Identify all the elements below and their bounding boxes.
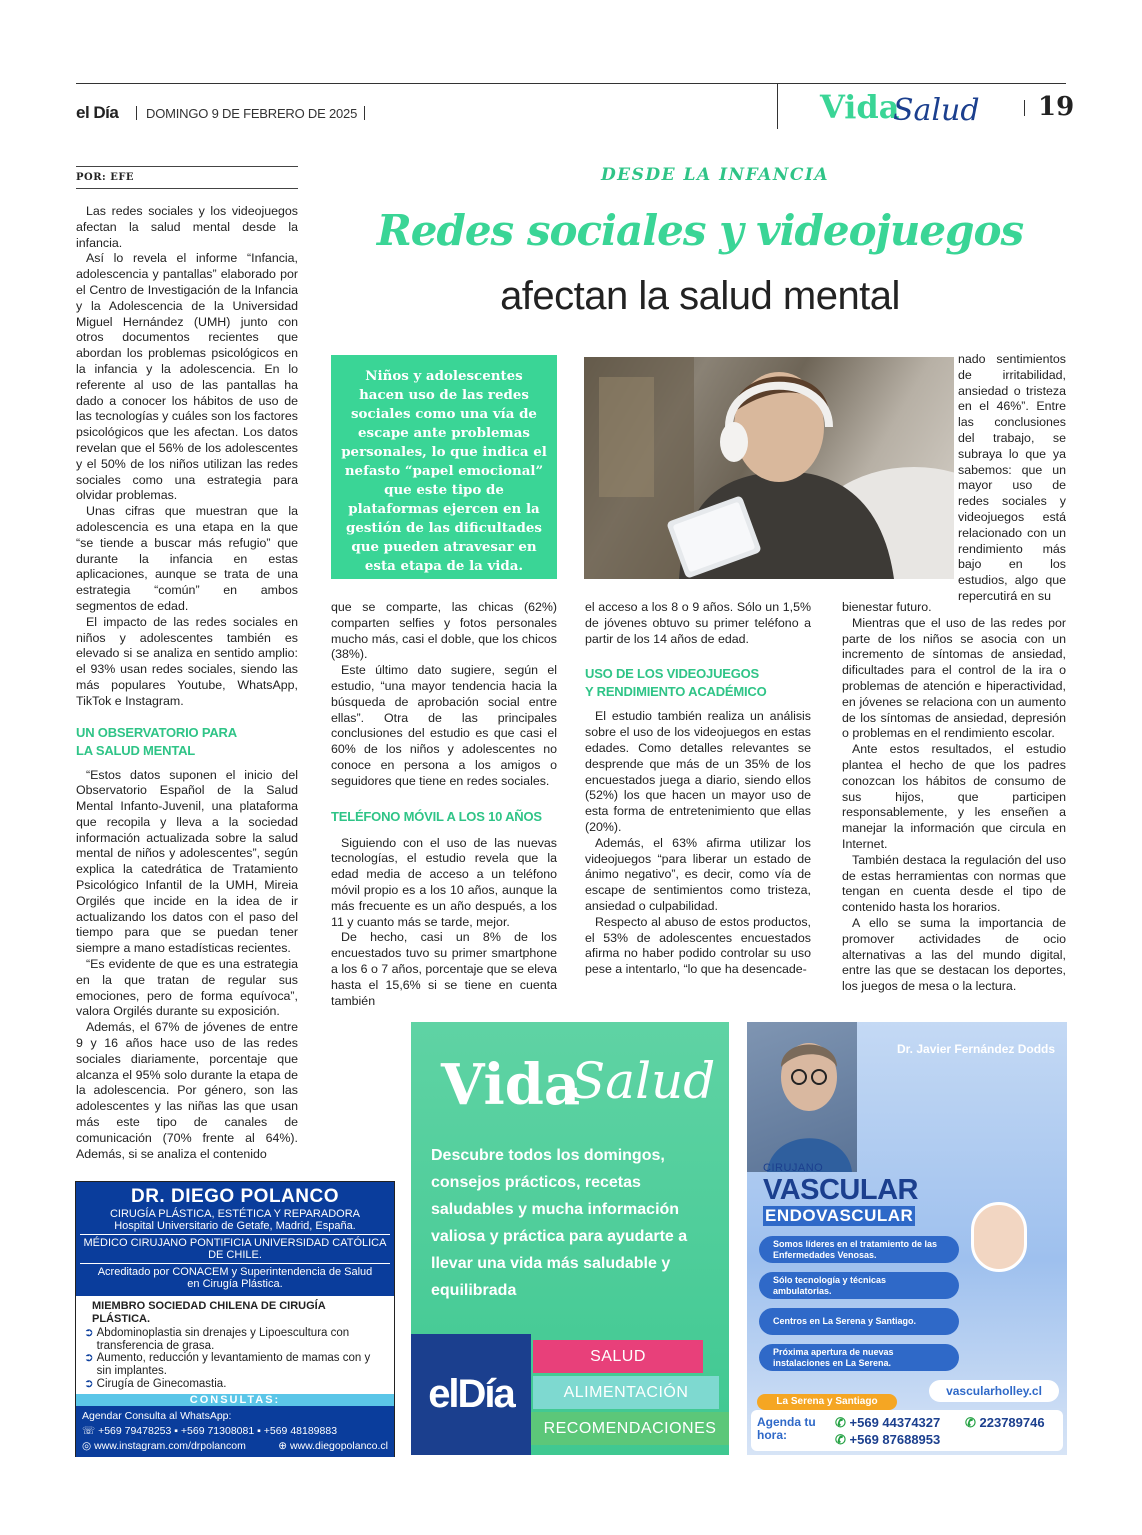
eldia-logo: elDía [411, 1334, 531, 1455]
header-separator [136, 106, 137, 120]
subhead [585, 665, 811, 701]
issue-date: DOMINGO 9 DE FEBRERO DE 2025 [146, 106, 358, 121]
arrow-icon: ➲ [84, 1377, 94, 1390]
ad-line: CIRUGÍA PLÁSTICA, ESTÉTICA Y REPARADORA [109, 1208, 360, 1220]
vascular-website[interactable]: vascularholley.cl [929, 1380, 1059, 1402]
member-line: MIEMBRO SOCIEDAD CHILENA DE CIRUGÍA PLÁSTICA. [92, 1300, 326, 1325]
phones [82, 1424, 388, 1439]
phone-text: 223789746 [979, 1415, 1045, 1430]
ad-line: en Cirugía Plástica. [187, 1278, 283, 1290]
website-text: www.diegopolanco.cl [289, 1440, 388, 1453]
arrow-icon: ➲ [84, 1352, 94, 1365]
info-pill: Sólo tecnología y técnicas ambulatorias. [759, 1272, 959, 1299]
ad-polanco-contact [76, 1406, 394, 1457]
globe-icon: ⊕ [278, 1440, 290, 1453]
whatsapp-icon: ✆ [835, 1432, 850, 1447]
ad-vascular [747, 1022, 1067, 1455]
list-item-text: Cirugía de Ginecomastia. [96, 1377, 227, 1390]
paragraph: Unas cifras que muestran que la adolescencia es una etapa en la que “se tiende a buscar más refugio” que durante la infancia en estas aplicaciones, aunque se trata de una estrategia “común” en ambos segmentos de edad. [76, 504, 298, 613]
whatsapp-icon: ☏ [82, 1425, 99, 1438]
vascular-label: VASCULAR [763, 1174, 918, 1206]
byline-rule [76, 166, 298, 167]
section-salud: Salud [893, 93, 980, 128]
doctor-name: Dr. Javier Fernández Dodds [897, 1042, 1056, 1056]
ad-vida: Vida [441, 1052, 581, 1118]
paragraph: A ello se suma la importancia de promover actividades de ocio alternativas a las del mundo digital, entre las que se destacan los deportes, los juegos de mesa o la lectura. [842, 915, 1066, 994]
article-column-1 [76, 204, 298, 1162]
paragraph: De hecho, casi un 8% de los encuestados tuvo su primer smartphone a los 6 o 7 años, porcentaje que se eleva hasta el 15,6% si se tiene en cuenta también [331, 930, 557, 1008]
endovascular-label: ENDOVASCULAR [765, 1206, 914, 1225]
info-pill: Somos líderes en el tratamiento de las Enfermedades Venosas. [759, 1236, 959, 1263]
newspaper-brand: el Día [76, 103, 119, 122]
ad-polanco-header [76, 1182, 394, 1296]
subhead-line: USO DE LOS VIDEOJUEGOS [585, 666, 760, 682]
phone-numbers: +569 79478253 ▪ +569 71308081 ▪ +569 48189883 [98, 1425, 338, 1438]
paragraph: el acceso a los 8 o 9 años. Sólo un 1,5% de jóvenes obtuvo su primer teléfono a partir de los 14 años de edad. [585, 600, 811, 646]
paragraph: También destaca la regulación del uso de estas herramientas con normas que tengan en cuenta desde el tipo de contenido hasta los horarios. [842, 852, 1066, 915]
whatsapp-label: Agendar Consulta al WhatsApp: [82, 1410, 232, 1423]
list-item-text: Abdominoplastia sin drenajes y Lipoescultura con transferencia de grasa. [96, 1327, 350, 1352]
doctor-name: DR. DIEGO POLANCO [130, 1186, 339, 1207]
doctor-photo [747, 1022, 857, 1172]
instagram-icon: ◎ [82, 1440, 95, 1453]
paragraph: bienestar futuro. [842, 600, 932, 614]
cities-badge: La Serena y Santiago [757, 1394, 897, 1410]
header-divider [777, 84, 778, 129]
info-pill: Centros en La Serena y Santiago. [759, 1308, 959, 1335]
ad-polanco-services [76, 1296, 394, 1394]
consultas-bar: CONSULTAS: [76, 1394, 394, 1406]
ad-salud: Salud [571, 1052, 716, 1110]
phone-text: +569 44374327 [849, 1415, 941, 1430]
website-link[interactable] [278, 1439, 388, 1454]
list-item-text: Aumento, reducción y levantamiento de mamas con y sin implantes. [96, 1352, 371, 1377]
paragraph: “Es evidente de que es una estrategia en la que tratan de regular sus emociones, pero de forma equívoca”, valora Orgilés durante su exposición. [76, 957, 298, 1019]
page-number: 19 [1038, 92, 1075, 122]
paragraph: que se comparte, las chicas (62%) comparten selfies y fotos personales mucho más, casi el doble, que los chicos (38%). [331, 600, 557, 662]
article-column-2 [331, 600, 557, 1009]
header-separator [364, 106, 365, 120]
paragraph: El impacto de las redes sociales en niños y adolescentes también es elevado si se analiza en sentido amplio: el 93% usan redes sociales, siendo las más populares Youtube, WhatsApp, TikTok e Instagram. [76, 614, 298, 708]
paragraph: El estudio también realiza un análisis sobre el uso de los videojuegos en estas edades. Como detalles relevantes se desprende que más de un 35% de los encuestados juega a diario, siendo ellos (52%) los que hacen un mayor uso de esta forma de entretenimiento que ellas (20%). [585, 709, 811, 834]
paragraph: Además, el 63% afirma utilizar los videojuegos “para liberar un estado de ánimo negativo”, es decir, como vía de escape de sentimientos como tristeza, ansiedad o culpabilidad. [585, 835, 811, 913]
agenda-label: Agenda tu hora: [757, 1415, 816, 1442]
byline-rule [76, 188, 298, 189]
list-item [84, 1352, 386, 1377]
cirujano-label: CIRUJANO [763, 1162, 824, 1174]
article-title: Redes sociales y videojuegos [376, 206, 1024, 255]
pull-quote: Niños y adolescentes hacen uso de las redes sociales como una vía de escape ante problemas personales, lo que indica el nefasto “papel emocional” que este tipo de plataformas ejercen en la gestión de las dificultades que pueden atravesar en esta etapa de la vida. [331, 355, 557, 579]
article-column-4-top [958, 352, 1066, 605]
paragraph: Ante estos resultados, el estudio plantea el hecho de que los padres conozcan los hábitos de consumo de sus hijos, que participen responsablemente, y les enseñen a manejar la información que circula en Internet. [842, 742, 1066, 851]
teen-headphones-illustration [584, 357, 954, 579]
doctor-portrait-icon [747, 1022, 857, 1172]
phone-icon: ✆ [965, 1415, 980, 1430]
ad-line: Acreditado por CONACEM y Superintendencia de Salud [80, 1263, 390, 1278]
list-item [84, 1327, 386, 1352]
article-kicker: DESDE LA INFANCIA [600, 165, 830, 185]
subhead [76, 724, 298, 760]
tag-salud: SALUD [533, 1340, 703, 1373]
subhead: TELÉFONO MÓVIL A LOS 10 AÑOS [331, 808, 542, 824]
ad-line: MÉDICO CIRUJANO PONTIFICIA UNIVERSIDAD CATÓLICA DE CHILE. [80, 1234, 390, 1261]
phone-text: +569 87688953 [849, 1432, 941, 1447]
phone-1[interactable] [835, 1415, 940, 1431]
ad-vidasalud-text: Descubre todos los domingos, consejos prácticos, recetas saludables y mucha información valiosa y práctica para ayudarte a llevar una vida más saludable y equilibrada [431, 1147, 688, 1299]
header-rule [76, 83, 1066, 84]
paragraph: Este último dato sugiere, según el estudio, “una mayor tendencia hacia la búsqueda de aprobación social entre ellas”. Otra de las principales conclusiones del estudio es que casi el 60% de los niños y adolescentes no conoce en persona a los amigos o seguidores que tiene en redes sociales. [331, 663, 557, 788]
tag-recomendaciones: RECOMENDACIONES [531, 1412, 729, 1445]
subhead-line: LA SALUD MENTAL [76, 742, 196, 758]
header-separator [1024, 100, 1025, 116]
paragraph: Además, el 67% de jóvenes de entre 9 y 16 años hace uso de las redes sociales diariamente, porcentaje que alcanza el 95% solo durante la etapa de la adolescencia. Por género, son las adolescentes y las niñas las que usan más este tipo de canales de comunicación (70% frente al 64%). Además, si se analiza el contenido [76, 1020, 298, 1161]
instagram-link[interactable] [82, 1439, 246, 1454]
list-item [84, 1378, 386, 1391]
paragraph: Así lo revela el informe “Infancia, adolescencia y pantallas” elaborado por el Centro de Investigación de la Infancia y la Adolescencia de la Universidad Miguel Hernández (UMH) junto con otros documentos recientes que abordan los problemas psicológicos en la infancia y la adolescencia. En lo referente al uso de las pantallas ha dado a conocer los hábitos de uso de las tecnologías y cuáles son los factores psicológicos que les afectan. Los datos revelan que el 56% de los adolescentes y el 50% de los niños utilizan las redes sociales como una estrategia para olvidar problemas. [76, 251, 298, 503]
paragraph: Mientras que el uso de las redes por parte de los niños se asocia con un incremento de síntomas de ansiedad, dificultades para el control de la ira o problemas de atención e hiperactividad, en jóvenes se relaciona con un aumento de los síntomas de ansiedad, depresión o problemas en el rendimiento escolar. [842, 615, 1066, 741]
byline: POR: EFE [76, 172, 135, 183]
ad-line: Hospital Universitario de Getafe, Madrid, España. [114, 1220, 356, 1232]
paragraph: Siguiendo con el uso de las nuevas tecnologías, el estudio revela que la edad media de acceso a un teléfono móvil propio es a los 10 años, aunque la más frecuente es un año después, a los 11 y cuanto más se tarde, mejor. [331, 835, 557, 929]
article-photo [584, 357, 954, 579]
tag-alimentacion: ALIMENTACIÓN [533, 1376, 719, 1409]
ad-polanco [75, 1181, 395, 1457]
article-subtitle: afectan la salud mental [500, 274, 900, 318]
arrow-icon: ➲ [84, 1327, 94, 1340]
paragraph: “Estos datos suponen el inicio del Observatorio Español de la Salud Mental Infanto-Juvenil, una plataforma que recopila y lleva a la sociedad información actualizada sobre la salud mental de niños y adolescentes”, según explica la catedrática de Tratamiento Psicológico Infantil de la UMH, Mireia Orgilés que incide en la idea de ir actualizando los datos con el paso del tiempo para que se puedan tener siempre a mano estadísticas recientes. [76, 767, 298, 956]
article-column-3 [585, 600, 811, 978]
subhead-line: Y RENDIMIENTO ACADÉMICO [585, 684, 767, 700]
paragraph: Respecto al abuso de estos productos, el 53% de adolescentes encuestados afirma no haber podido controlar su uso pese a intentarlo, “lo que ha desencade- [585, 914, 811, 977]
article-column-4 [842, 600, 1066, 995]
ad-vidasalud [411, 1022, 729, 1455]
paragraph: Las redes sociales y los videojuegos afectan la salud mental desde la infancia. [76, 204, 298, 250]
instagram-text: www.instagram.com/drpolancom [94, 1440, 246, 1453]
section-vida: Vida [820, 88, 900, 126]
phone-3[interactable] [965, 1415, 1045, 1431]
info-pill: Próxima apertura de nuevas instalaciones en La Serena. [759, 1344, 959, 1371]
whatsapp-icon: ✆ [835, 1415, 850, 1430]
phone-2[interactable] [835, 1432, 940, 1448]
web-links [82, 1439, 388, 1454]
patient-avatar [971, 1202, 1027, 1272]
subhead-line: UN OBSERVATORIO PARA [76, 724, 237, 740]
paragraph: nado sentimientos de irritabilidad, ansiedad o tristeza en el 46%”. Entre las conclusiones del trabajo, se subraya lo que ya sabemos: que un mayor uso de redes sociales y videojuegos está relacionado con un rendimiento más bajo en los estudios, algo que repercutirá en su [958, 352, 1066, 603]
